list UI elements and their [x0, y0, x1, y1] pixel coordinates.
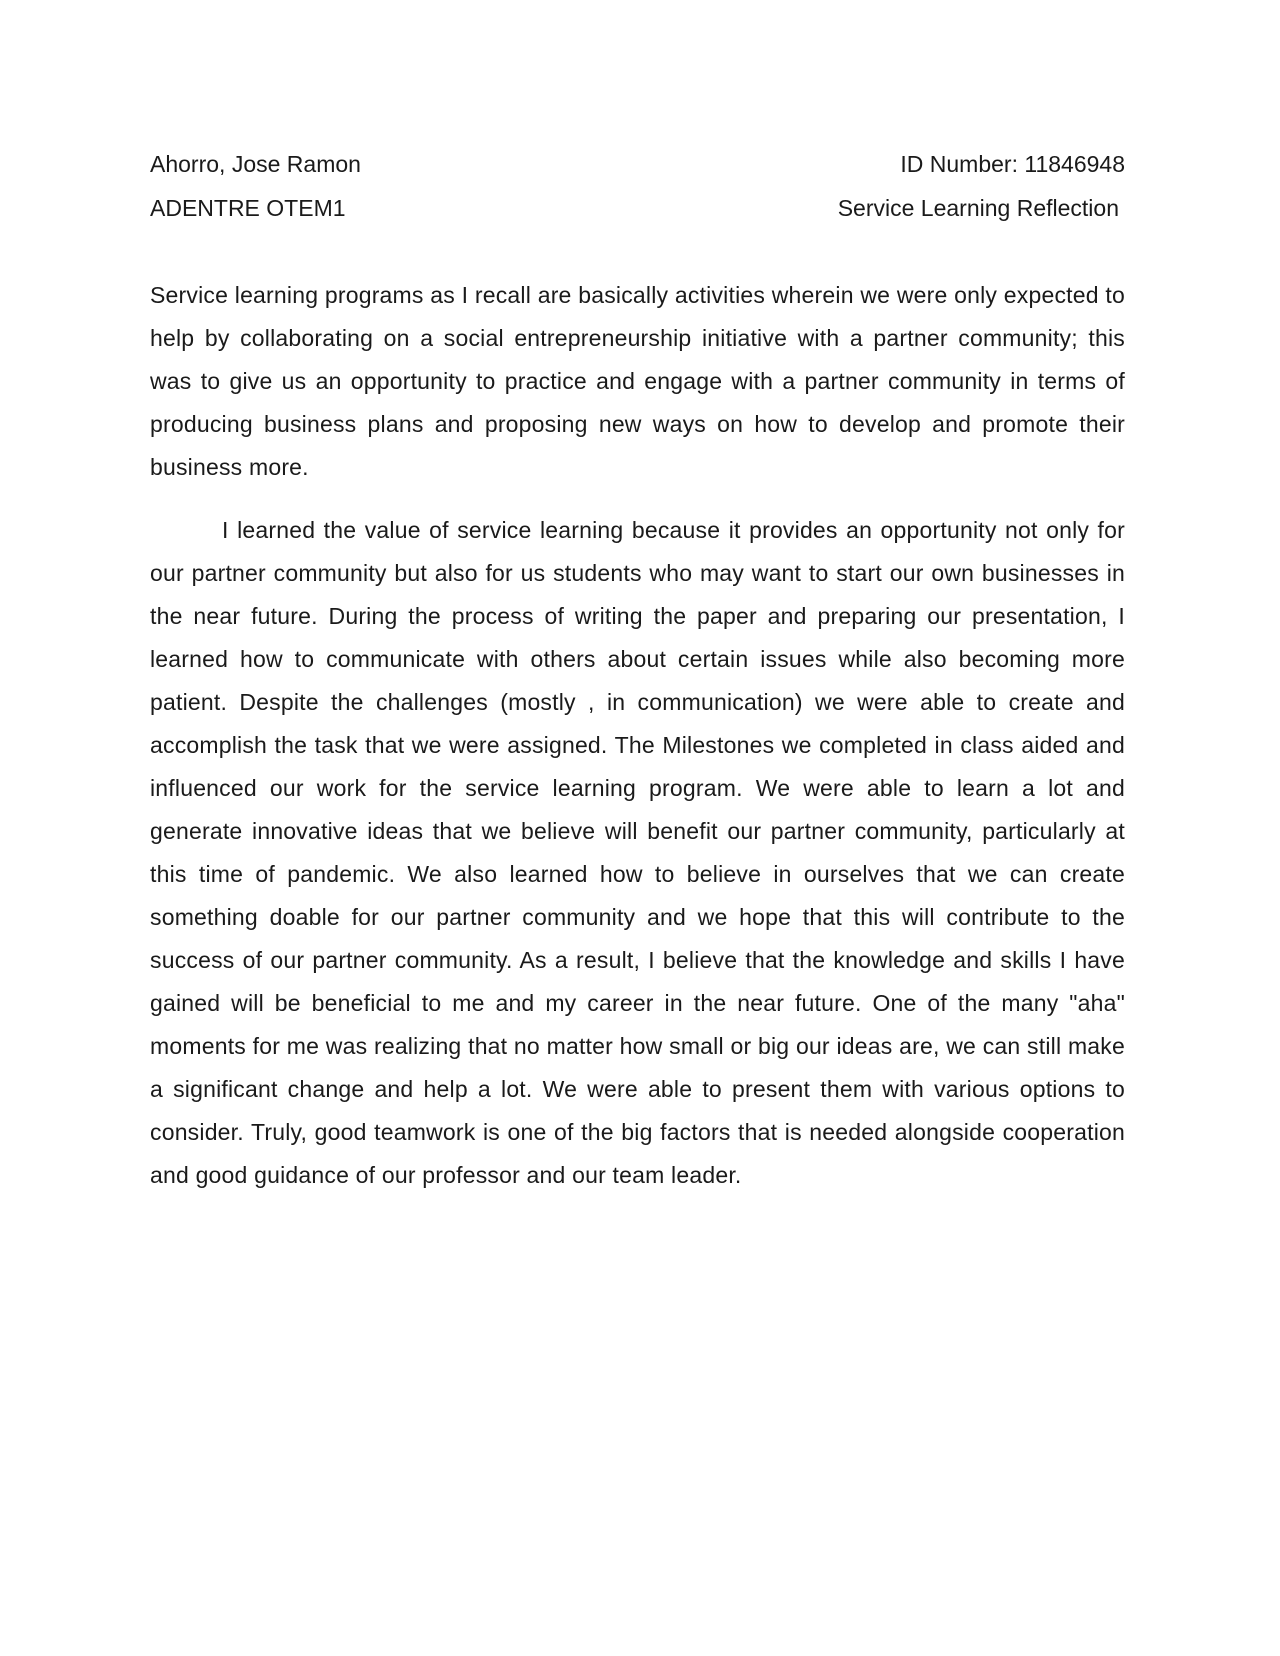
header-row-1 [150, 150, 1125, 178]
paragraph-2: I learned the value of service learning because it provides an opportunity not only for our partner community but also for us students who may want to start our own businesses in the near future. During the process of writing the paper and preparing our presentation, I learned how to communicate with others about certain issues while also becoming more patient. Despite the challenges (mostly , in communication) we were able to create and accomplish the task that we were assigned. The Milestones we completed in class aided and influenced our work for the service learning program. We were able to learn a lot and generate innovative ideas that we believe will benefit our partner community, particularly at this time of pandemic. We also learned how to believe in ourselves that we can create something doable for our partner community and we hope that this will contribute to the success of our partner community. As a result, I believe that the knowledge and skills I have gained will be beneficial to me and my career in the near future. One of the many "aha" moments for me was realizing that no matter how small or big our ideas are, we can still make a significant change and help a lot. We were able to present them with various options to consider. Truly, good teamwork is one of the big factors that is needed alongside cooperation and good guidance of our professor and our team leader. [150, 517, 1125, 1188]
document-title: Service Learning Reflection [837, 195, 1119, 221]
body-text [150, 274, 1125, 1197]
course-code: ADENTRE OTEM1 [150, 195, 346, 221]
paragraph-1: Service learning programs as I recall are basically activities wherein we were only expected to help by collaborating on a social entrepreneurship initiative with a partner community; this was to give us an opportunity to practice and engage with a partner community in terms of producing business plans and proposing new ways on how to develop and promote their business more. [150, 282, 1125, 480]
id-number: ID Number: 11846948 [900, 151, 1125, 177]
header-row-2 [150, 194, 1125, 222]
author-name: Ahorro, Jose Ramon [150, 151, 361, 177]
